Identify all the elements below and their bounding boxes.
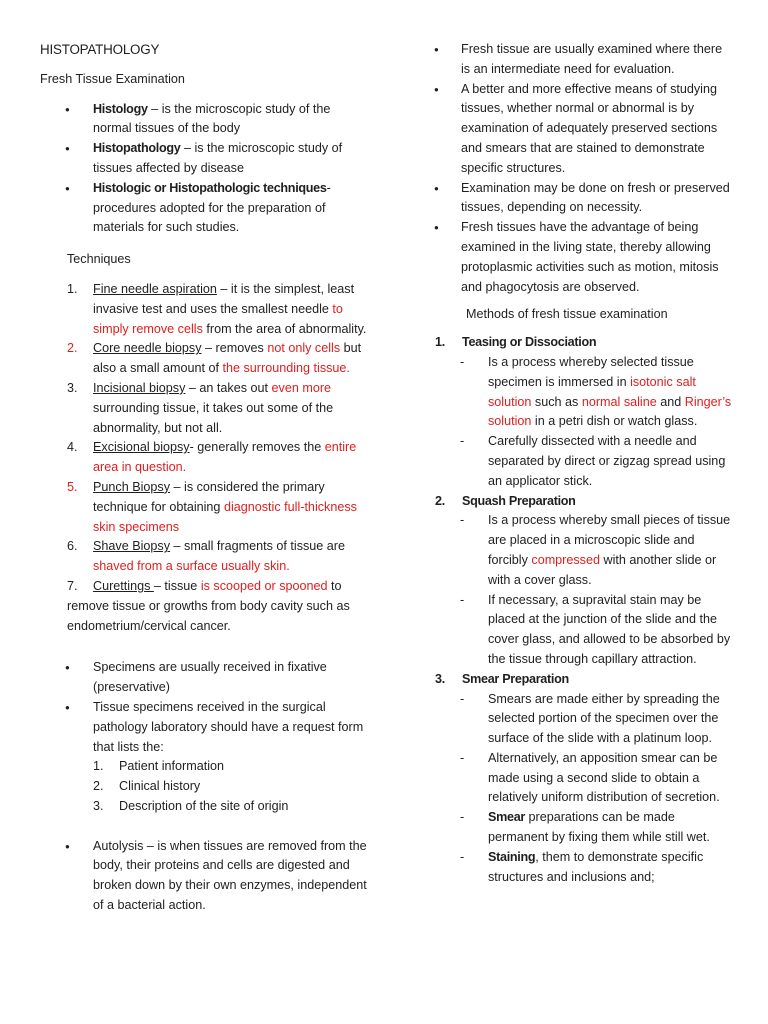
- method-detail: - Is a process whereby small pieces of tissue are placed in a microscopic slide and forcibly compressed with another slide or with a cover glass.: [460, 513, 731, 587]
- info-item: ● Fresh tissue are usually examined where there is an intermediate need for evaluation.: [433, 40, 733, 80]
- method-title: 1. Teasing or Dissociation: [435, 335, 597, 350]
- definition-item: ● Histology – is the microscopic study of the normal tissues of the body: [40, 100, 370, 140]
- technique-item: 3. Incisional biopsy – an takes out even more surrounding tissue, it takes out some of the abnormality, but not all.: [67, 380, 334, 435]
- form-list-item: 1. Patient information: [93, 759, 225, 774]
- method-detail: - Staining, them to demonstrate specific structures and inclusions and;: [460, 849, 704, 884]
- method-detail: - Smear preparations can be made permanent by fixing them while still wet.: [460, 810, 710, 845]
- method-title: 3. Smear Preparation: [435, 671, 569, 686]
- definition-item: ● Histologic or Histopathologic techniques- procedures adopted for the preparation of materials for such studies.: [40, 179, 370, 238]
- left-column: [40, 40, 370, 916]
- method-detail: - Smears are made either by spreading the selected portion of the specimen over the surface of the slide with a platinum loop.: [460, 691, 720, 746]
- info-item: ● Fresh tissues have the advantage of being examined in the living state, thereby allowing protoplasmic activities such as motion, mitosis and phagocytosis are observed.: [433, 218, 733, 297]
- technique-item: 7. Curettings – tissue is scooped or spooned to remove tissue or growths from body cavity such as endometrium/cervical cancer.: [67, 578, 350, 633]
- note-item: ● Specimens are usually received in fixative (preservative): [40, 658, 370, 698]
- methods-heading: Methods of fresh tissue examination: [466, 307, 668, 322]
- info-item: ● Examination may be done on fresh or preserved tissues, depending on necessity.: [433, 179, 733, 219]
- techniques-heading: Techniques: [67, 252, 131, 267]
- form-list-item: 2. Clinical history: [93, 779, 201, 794]
- technique-item: 6. Shave Biopsy – small fragments of tissue are shaved from a surface usually skin.: [67, 539, 345, 574]
- technique-item: 2. Core needle biopsy – removes not only cells but also a small amount of the surrounding tissue.: [67, 341, 362, 376]
- method-detail: - If necessary, a supravital stain may be placed at the junction of the slide and the cover glass, and allowed to be absorbed by the tissue through capillary attraction.: [460, 592, 731, 666]
- method-detail: - Is a process whereby selected tissue specimen is immersed in isotonic salt solution such as normal saline and Ringer’s solution in a petri dish or watch glass.: [460, 354, 732, 429]
- page-title: HISTOPATHOLOGY: [40, 42, 160, 57]
- info-item: ● A better and more effective means of studying tissues, whether normal or abnormal is by examination of adequately preserved sections and smears that are stained to demonstrate specific structures.: [433, 80, 733, 179]
- right-column: [433, 40, 733, 887]
- section-subtitle: Fresh Tissue Examination: [40, 71, 185, 86]
- method-detail: - Carefully dissected with a needle and separated by direct or zigzag spread using an applicator stick.: [460, 434, 726, 488]
- note-item: ● Tissue specimens received in the surgical pathology laboratory should have a request form that lists the:: [40, 698, 370, 757]
- form-list-item: 3. Description of the site of origin: [93, 798, 289, 813]
- technique-item: 5. Punch Biopsy – is considered the primary technique for obtaining diagnostic full-thickness skin specimens: [67, 479, 357, 534]
- note-item: ● Autolysis – is when tissues are removed from the body, their proteins and cells are digested and broken down by their own enzymes, independent of a bacterial action.: [40, 837, 370, 916]
- definition-item: ● Histopathology – is the microscopic study of tissues affected by disease: [40, 139, 370, 179]
- technique-item: 4. Excisional biopsy- generally removes the entire area in question.: [67, 440, 357, 475]
- technique-item: 1. Fine needle aspiration – it is the simplest, least invasive test and uses the smallest needle to simply remove cells from the area of abnormality.: [67, 281, 367, 336]
- method-detail: - Alternatively, an apposition smear can be made using a second slide to obtain a relatively uniform distribution of secretion.: [460, 750, 720, 805]
- method-title: 2. Squash Preparation: [435, 493, 576, 508]
